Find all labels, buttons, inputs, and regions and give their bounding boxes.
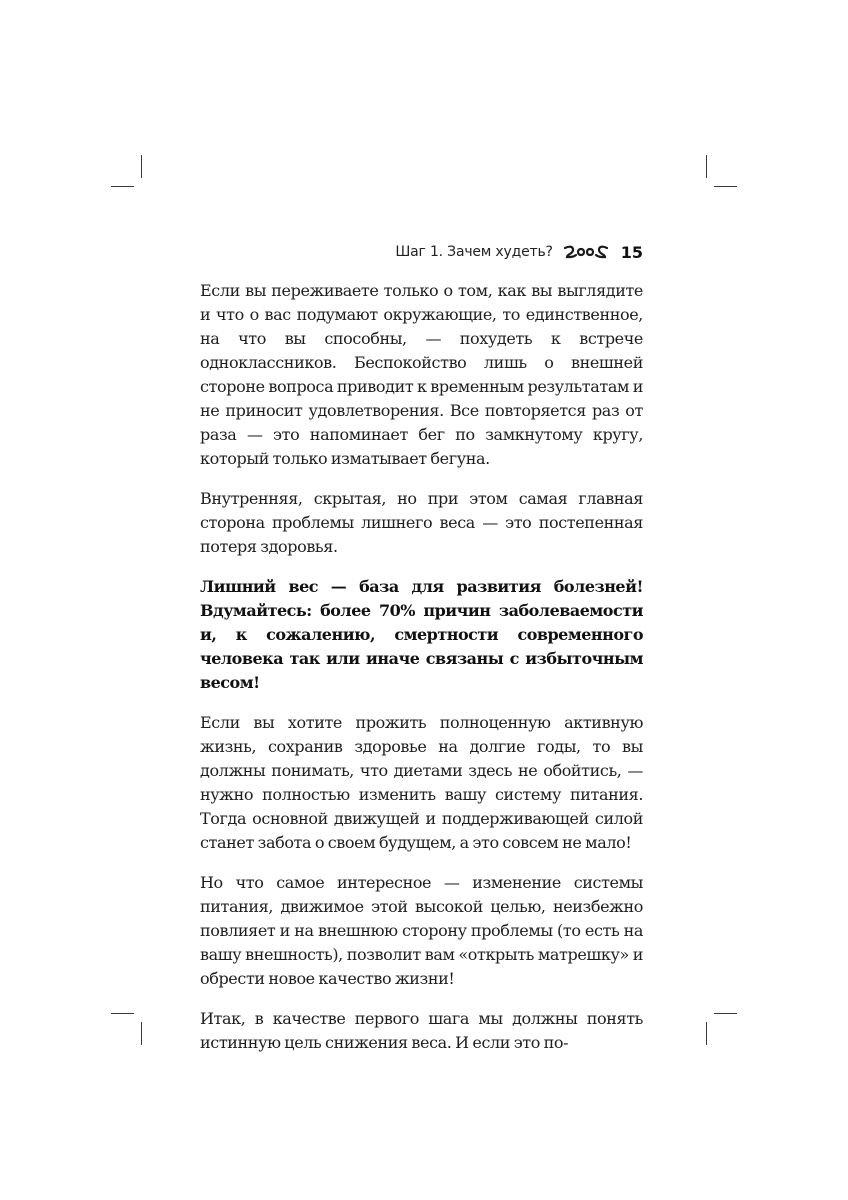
paragraph: Если вы переживаете только о том, как вы выглядите и что о вас подумают окружающие, то единственное, на что вы способны, — похудеть к встрече одноклассников. Беспокойство лишь о внешней стороне вопроса приводит к временным результатам и не приносит удовлетворения. Все повторяется раз от раза — это напоминает бег по замкнутому кругу, который только изматывает бегуна. xyxy=(200,281,643,468)
crop-mark-bottom-right-horizontal xyxy=(714,1013,737,1014)
running-head xyxy=(200,238,643,266)
ornament-icon xyxy=(563,245,609,259)
crop-mark-top-left-vertical xyxy=(141,155,142,178)
page-number: 15 xyxy=(620,242,643,262)
highlighted-paragraph: Лишний вес — база для развития болезней! Вдумайтесь: более 70% причин заболеваемости и, к сожалению, смертности современного человека так или иначе связаны с избыточным весом! xyxy=(200,577,643,692)
crop-mark-top-left-horizontal xyxy=(111,186,134,187)
paragraph: Итак, в качестве первого шага мы должны понять истинную цель снижения веса. И если это по- xyxy=(200,1009,643,1052)
chapter-title: Шаг 1. Зачем худеть? xyxy=(395,244,553,260)
crop-mark-top-right-horizontal xyxy=(714,186,737,187)
body-text xyxy=(200,279,643,1071)
paragraph: Внутренняя, скрытая, но при этом самая главная сторона проблемы лишнего веса — это постепенная потеря здоровья. xyxy=(200,489,643,556)
crop-mark-bottom-left-horizontal xyxy=(111,1013,134,1014)
crop-mark-bottom-right-vertical xyxy=(706,1022,707,1045)
crop-mark-bottom-left-vertical xyxy=(141,1022,142,1045)
crop-mark-top-right-vertical xyxy=(706,155,707,178)
paragraph: Но что самое интересное — изменение системы питания, движимое этой высокой целью, неизбежно повлияет и на внешнюю сторону проблемы (то есть на вашу внешность), позволит вам «открыть матрешку» и обрести новое качество жизни! xyxy=(200,873,643,988)
paragraph: Если вы хотите прожить полноценную активную жизнь, сохранив здоровье на долгие годы, то вы должны понимать, что диетами здесь не обойтись, — нужно полностью изменить вашу систему питания. Тогда основной движущей и поддерживающей силой станет забота о своем будущем, а это совсем не мало! xyxy=(200,713,643,852)
